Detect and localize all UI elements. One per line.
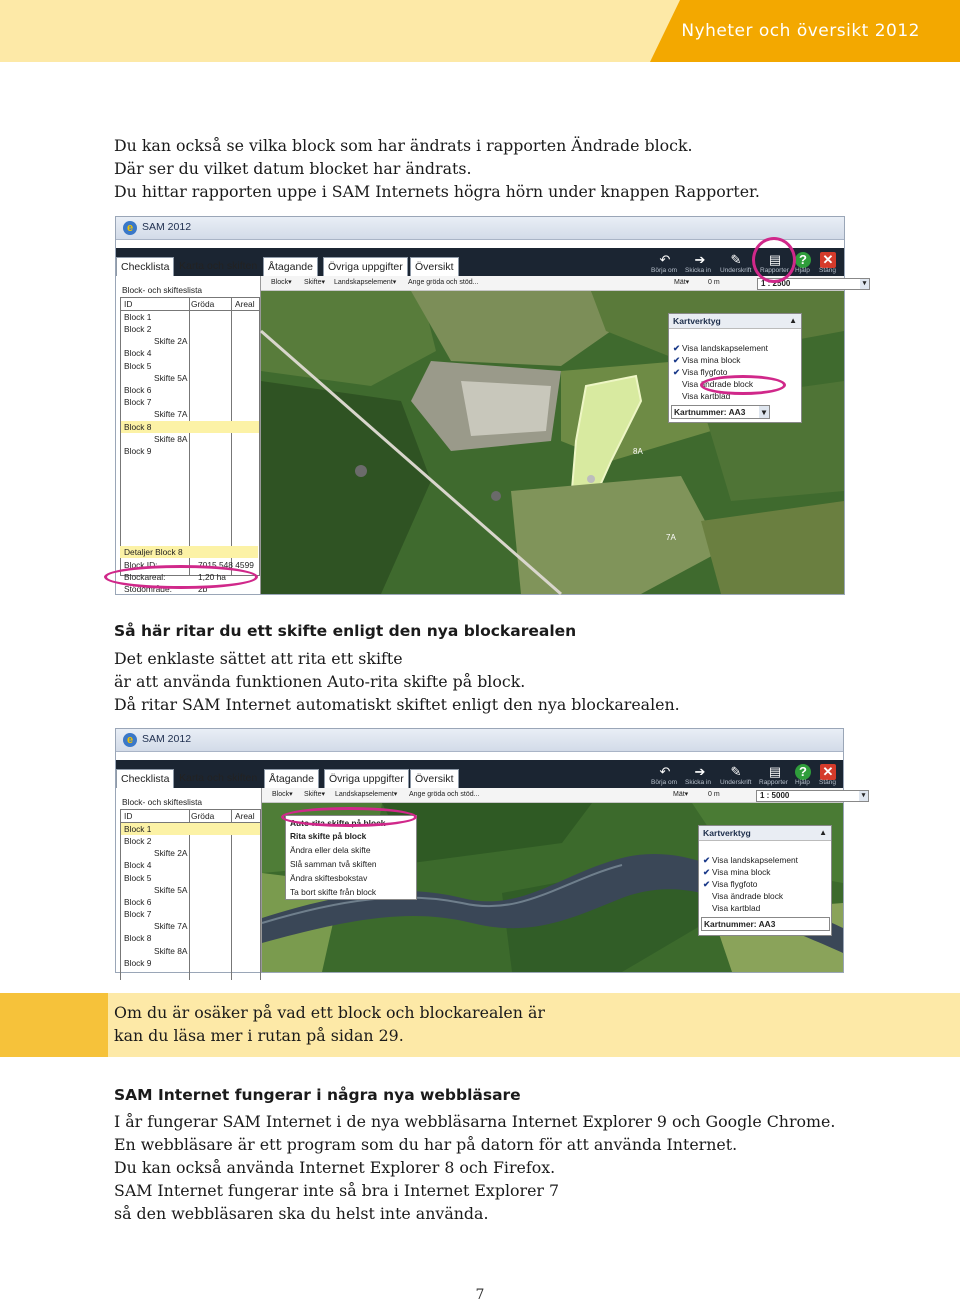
- section2-text: I år fungerar SAM Internet i de nya webbläsarna Internet Explorer 9 och Google Chrome. En webbläsare är ett program som du har på datorn för att använda Internet. Du kan också använda Internet Explorer 8 och Firefox. SAM Internet fungerar inte så bra i Internet Explorer 7 så den webbläsaren ska du helst inte använda.: [114, 1112, 836, 1223]
- list-item[interactable]: Block 7: [124, 397, 152, 407]
- menu-ange[interactable]: Ange gröda och stöd...: [409, 791, 480, 798]
- list-item[interactable]: Block 7: [124, 909, 152, 919]
- list-item[interactable]: Skifte 2A: [154, 336, 188, 346]
- window-titlebar: [116, 217, 844, 240]
- option-andrade-block[interactable]: Visa ändrade block: [682, 379, 754, 389]
- highlight-auto-rita: [281, 807, 417, 827]
- list-item[interactable]: Skifte 5A: [154, 885, 188, 895]
- menu-ange[interactable]: Ange gröda och stöd...: [408, 279, 479, 286]
- highlight-andrade-block: [700, 375, 786, 395]
- block-list: ID Gröda Areal Block 1 Block 2 Skifte 2A Block 4 Block 5 Skifte 5A Block 6 Block 7 Skifte 7A Block 8 Skifte 8A Block 9: [120, 297, 260, 576]
- list-item[interactable]: Block 9: [124, 958, 152, 968]
- collapse-icon[interactable]: ▲: [819, 828, 827, 837]
- collapse-icon[interactable]: ▲: [789, 316, 797, 325]
- window-title: SAM 2012: [142, 733, 192, 745]
- list-item[interactable]: Block 6: [124, 897, 152, 907]
- section2-heading: SAM Internet fungerar i några nya webbläsare: [114, 1086, 521, 1104]
- kartverktyg-title: Kartverktyg: [699, 826, 831, 841]
- tab-karta[interactable]: Karta och skiften: [179, 772, 258, 784]
- menu-ta-bort[interactable]: Ta bort skifte från block: [290, 887, 377, 897]
- highlight-block-id: [104, 565, 258, 589]
- details-title: Detaljer Block 8: [124, 547, 183, 557]
- screenshot-1: [115, 216, 867, 595]
- menu-mat[interactable]: Mät▾: [674, 279, 690, 286]
- list-item[interactable]: Block 5: [124, 873, 152, 883]
- skifte-menu: [285, 815, 417, 900]
- kartnummer-select[interactable]: Kartnummer: AA3: [701, 917, 830, 931]
- send-icon[interactable]: ➔: [694, 252, 706, 267]
- option-mina-block[interactable]: ✔ Visa mina block: [673, 355, 741, 365]
- option-flygfoto[interactable]: ✔ Visa flygfoto: [673, 367, 728, 377]
- header-title: Nyheter och översikt 2012: [681, 21, 920, 41]
- list-title: Block- och skifteslista: [122, 285, 203, 295]
- option-kartblad[interactable]: Visa kartblad: [682, 391, 731, 401]
- tab-oversikt[interactable]: Översikt: [410, 257, 459, 277]
- header-band: [0, 0, 650, 62]
- list-item[interactable]: Block 8: [124, 933, 152, 943]
- scale-select[interactable]: 1 : 2500 ▾: [757, 278, 870, 290]
- list-item[interactable]: Skifte 7A: [154, 409, 188, 419]
- list-item[interactable]: Skifte 8A: [154, 434, 188, 444]
- option-mina-block[interactable]: ✔ Visa mina block: [703, 867, 771, 877]
- list-item[interactable]: Skifte 2A: [154, 848, 188, 858]
- ie-icon: e: [123, 221, 137, 235]
- menu-rita-skifte[interactable]: Rita skifte på block: [290, 831, 367, 841]
- intro-text: Du kan också se vilka block som har ändrats i rapporten Ändrade block. Där ser du vilket datum blocket har ändrats. Du hittar rapporten uppe i SAM Internets högra hörn under knappen Rapporter.: [114, 136, 760, 201]
- measure-value: 0 m: [708, 279, 720, 286]
- menu-andra-dela[interactable]: Ändra eller dela skifte: [290, 845, 371, 855]
- report-icon[interactable]: ▤: [768, 252, 782, 267]
- signature-icon[interactable]: ✎: [730, 252, 742, 267]
- list-item[interactable]: Block 5: [124, 361, 152, 371]
- menu-skifte[interactable]: Skifte▾: [304, 791, 326, 798]
- tab-checklista[interactable]: Checklista: [116, 769, 174, 789]
- undo-icon[interactable]: ↶: [659, 764, 671, 779]
- menu-block[interactable]: Block▾: [272, 791, 293, 798]
- map-label-7a: 7A: [666, 533, 676, 542]
- option-kartblad[interactable]: Visa kartblad: [712, 903, 761, 913]
- option-landskapselement[interactable]: ✔ Visa landskapselement: [673, 343, 768, 353]
- help-icon[interactable]: ?: [795, 252, 811, 268]
- list-item[interactable]: Block 9: [124, 446, 152, 456]
- tab-checklista[interactable]: Checklista: [116, 257, 174, 277]
- list-item[interactable]: Block 2: [124, 836, 152, 846]
- kartnummer-select[interactable]: Kartnummer: AA3 ▾: [671, 405, 770, 419]
- option-flygfoto[interactable]: ✔ Visa flygfoto: [703, 879, 758, 889]
- close-icon[interactable]: ✕: [820, 764, 836, 780]
- list-item-selected[interactable]: Block 8: [124, 422, 152, 432]
- scale-select[interactable]: 1 : 5000 ▾: [756, 790, 869, 802]
- tab-bar: Checklista Karta och skiften Åtagande Övriga uppgifter Översikt ↶ Börja om ➔ Skicka in ✎ Underskrift ▤ Rapporter ? Hjälp ✕ Stäng: [116, 760, 843, 788]
- aerial-map[interactable]: [261, 291, 844, 594]
- map-menubar: [261, 276, 867, 291]
- close-icon[interactable]: ✕: [820, 252, 836, 268]
- block-list-pane: [116, 788, 262, 972]
- tab-atagande[interactable]: Åtagande: [264, 769, 319, 789]
- section1-heading: Så här ritar du ett skifte enligt den nya blockarealen: [114, 622, 577, 640]
- kartverktyg-title: Kartverktyg: [669, 314, 801, 329]
- report-icon[interactable]: ▤: [768, 764, 782, 779]
- tab-ovriga[interactable]: Övriga uppgifter: [323, 257, 408, 277]
- tab-ovriga[interactable]: Övriga uppgifter: [324, 769, 409, 789]
- section1-text: Det enklaste sättet att rita ett skifte är att använda funktionen Auto-rita skifte på block. Då ritar SAM Internet automatiskt skiftet enligt den nya blockarealen.: [114, 649, 680, 714]
- menu-mat[interactable]: Mät▾: [673, 791, 689, 798]
- menu-landskap[interactable]: Landskapselement▾: [335, 791, 398, 798]
- undo-icon[interactable]: ↶: [659, 252, 671, 267]
- list-item[interactable]: Block 2: [124, 324, 152, 334]
- highlight-rapporter: [752, 237, 796, 283]
- list-item[interactable]: Block 6: [124, 385, 152, 395]
- kartverktyg-panel: [668, 313, 802, 423]
- menu-sla-samman[interactable]: Slå samman två skiften: [290, 859, 377, 869]
- menu-andra-bokstav[interactable]: Ändra skiftesbokstav: [290, 873, 368, 883]
- menu-landskap[interactable]: Landskapselement▾: [334, 279, 397, 286]
- map-label-8a: 8A: [633, 447, 643, 456]
- tab-karta[interactable]: Karta och skiften: [179, 260, 258, 272]
- list-item[interactable]: Skifte 5A: [154, 373, 188, 383]
- send-icon[interactable]: ➔: [694, 764, 706, 779]
- tab-oversikt[interactable]: Översikt: [410, 769, 459, 789]
- screenshot-2: [115, 728, 866, 973]
- list-item-selected[interactable]: Block 1: [124, 824, 152, 834]
- tab-bar: Checklista Karta och skiften Åtagande Övriga uppgifter Översikt ↶ Börja om ➔ Skicka in ✎ Underskrift ▤ Rapporter ? Hjälp ✕ Stäng: [116, 248, 844, 276]
- option-andrade-block[interactable]: Visa ändrade block: [712, 891, 784, 901]
- ie-icon: e: [123, 733, 137, 747]
- menu-block[interactable]: Block▾: [271, 279, 292, 286]
- option-landskapselement[interactable]: ✔ Visa landskapselement: [703, 855, 798, 865]
- page-number: 7: [475, 1287, 485, 1303]
- list-item[interactable]: Skifte 7A: [154, 921, 188, 931]
- list-item[interactable]: Block 4: [124, 860, 152, 870]
- window-title: SAM 2012: [142, 221, 192, 233]
- list-item[interactable]: Block 4: [124, 348, 152, 358]
- signature-icon[interactable]: ✎: [730, 764, 742, 779]
- kartverktyg-panel: [698, 825, 832, 936]
- help-icon[interactable]: ?: [795, 764, 811, 780]
- callout-text: Om du är osäker på vad ett block och blockarealen är kan du läsa mer i rutan på sidan 29.: [114, 1003, 545, 1045]
- list-item[interactable]: Skifte 8A: [154, 946, 188, 956]
- block-list-pane: Block- och skifteslista ID Gröda Areal Block 1 Block 2 Skifte 2A Block 4 Block 5 Skifte 5A Block 6 Block 7 Skifte 7A Block 8 Skifte 8A Block 9 Detaljer Block 8 Block ID: 7015 548 4599 Blockareal: 1,20 ha Stödområde: 2b: [116, 276, 261, 594]
- aerial-map[interactable]: [262, 803, 843, 972]
- menu-auto-rita[interactable]: Auto-rita skifte på block: [290, 818, 386, 828]
- map-menubar: [262, 788, 866, 803]
- list-item[interactable]: Block 1: [124, 312, 152, 322]
- tab-atagande[interactable]: Åtagande: [263, 257, 318, 277]
- list-title: Block- och skifteslista: [122, 797, 203, 807]
- measure-value: 0 m: [708, 791, 720, 798]
- menu-skifte[interactable]: Skifte▾: [304, 279, 326, 286]
- block-list: ID Gröda Areal Block 1 Block 2 Skifte 2A Block 4 Block 5 Skifte 5A Block 6 Block 7 Skifte 7A Block 8 Skifte 8A Block 9: [120, 809, 261, 980]
